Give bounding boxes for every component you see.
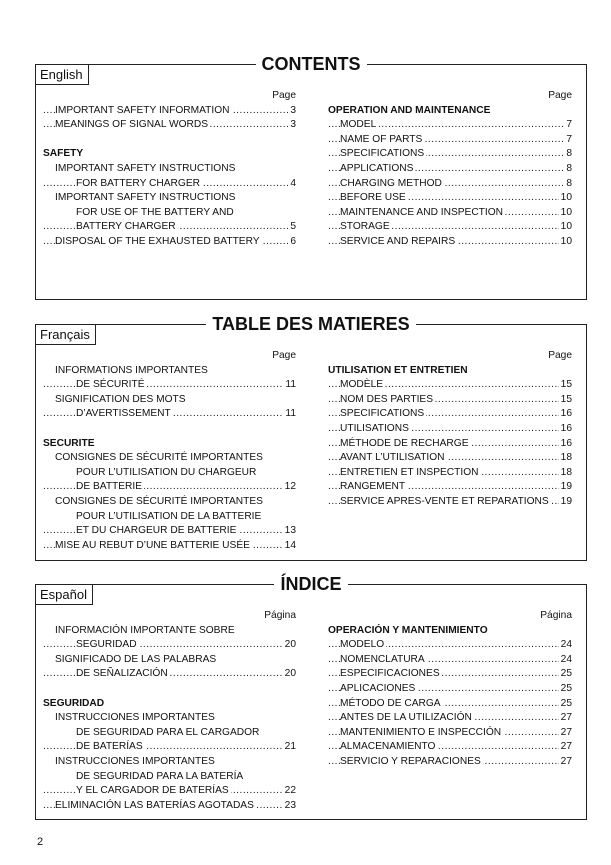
toc-entry [328, 726, 572, 741]
section-title: CONTENTS [256, 54, 367, 74]
toc-entry [328, 697, 572, 712]
toc-entry-title: APPLICATIONS [340, 162, 414, 174]
toc-entry [328, 682, 572, 697]
toc-entry [328, 711, 572, 726]
toc-entry-title: SAFETY [43, 148, 84, 160]
toc-entry [43, 755, 296, 770]
page-column-header: Page [272, 350, 296, 361]
language-label: Español [36, 585, 93, 605]
toc-entry [328, 220, 572, 235]
toc-entry [43, 147, 296, 162]
toc-entry-title: APLICACIONES [340, 682, 416, 694]
toc-entry-title: SPECIFICATIONS [340, 148, 425, 160]
toc-entry [43, 524, 296, 539]
toc-entry [328, 118, 572, 133]
toc-entry-title: ANTES DE LA UTILIZACIÓN [340, 712, 472, 724]
toc-entry-title: MÉTHODE DE RECHARGE [340, 437, 469, 449]
toc-entry-page: 18 [559, 451, 572, 466]
toc-entry-title: STORAGE [340, 221, 390, 233]
toc-entry-page: 15 [559, 378, 572, 393]
toc-entry-page: 25 [559, 667, 572, 682]
toc-entry-page: 3 [288, 104, 296, 119]
toc-entry-title: FOR USE OF THE BATTERY AND [76, 206, 234, 218]
toc-entry-page: 7 [564, 133, 572, 148]
toc-spacer [43, 133, 296, 148]
page-column-header: Page [272, 90, 296, 101]
contents-section-english [35, 54, 587, 300]
toc-entry-title: INFORMACIÓN IMPORTANTE SOBRE [55, 624, 235, 636]
toc-entry [328, 667, 572, 682]
toc-entry-title: MEANINGS OF SIGNAL WORDS [55, 119, 209, 131]
toc-left-column [43, 609, 296, 813]
toc-entry-title: OPERATION AND MAINTENANCE [328, 104, 491, 116]
toc-entry [43, 378, 296, 393]
toc-entry-page: 27 [559, 755, 572, 770]
toc-entry [43, 104, 296, 119]
section-heading [36, 574, 586, 595]
toc-entry [328, 364, 572, 379]
page-column-header: Página [264, 610, 296, 621]
toc-entry-page: 10 [559, 191, 572, 206]
toc-entry [328, 495, 572, 510]
toc-left-column [43, 89, 296, 250]
toc-entry [43, 726, 296, 741]
toc-entry-page: 25 [559, 682, 572, 697]
toc-entry [43, 784, 296, 799]
toc-entry-page: 12 [283, 480, 296, 495]
toc-entry [328, 378, 572, 393]
toc-entry [43, 466, 296, 481]
toc-entry-page: 20 [283, 667, 296, 682]
toc-entry-page: 24 [559, 638, 572, 653]
toc-entry [328, 177, 572, 192]
toc-entry-page: 25 [559, 697, 572, 712]
toc-entry [328, 480, 572, 495]
toc-entry [43, 711, 296, 726]
toc-entry-title: UTILISATIONS [340, 422, 409, 434]
toc-entry-title: ALMACENAMIENTO [340, 741, 436, 753]
toc-entry-title: SERVICE APRES-VENTE ET REPARATIONS [340, 495, 549, 507]
toc-entry-title: UTILISATION ET ENTRETIEN [328, 364, 468, 376]
toc-entry-page: 10 [559, 235, 572, 250]
section-heading [36, 54, 586, 75]
toc-entry-title: FOR BATTERY CHARGER [76, 177, 200, 189]
toc-entry-title: INSTRUCCIONES IMPORTANTES [55, 712, 215, 724]
toc-right-column [328, 609, 572, 770]
toc-entry-title: INFORMATIONS IMPORTANTES [55, 364, 208, 376]
page-column-header: Página [540, 610, 572, 621]
toc-entry-title: SERVICIO Y REPARACIONES [340, 755, 481, 767]
toc-entry [43, 770, 296, 785]
section-title: ÍNDICE [274, 574, 347, 594]
toc-entry [43, 393, 296, 408]
toc-entry [328, 407, 572, 422]
toc-entry-title: CONSIGNES DE SÉCURITÉ IMPORTANTES [55, 452, 263, 464]
toc-entry [43, 220, 296, 235]
toc-entry-title [43, 683, 45, 694]
toc-entry-page: 14 [283, 539, 296, 554]
toc-entry-page: 20 [283, 638, 296, 653]
toc-entry [43, 177, 296, 192]
toc-entry [328, 466, 572, 481]
toc-entry-page: 27 [559, 740, 572, 755]
toc-entry-page: 13 [283, 524, 296, 539]
contents-section-french [35, 314, 587, 561]
toc-entry-page: 19 [559, 480, 572, 495]
toc-entry-title [43, 134, 45, 145]
toc-entry-title: IMPORTANT SAFETY INSTRUCTIONS [55, 162, 236, 174]
toc-entry-page: 27 [559, 726, 572, 741]
toc-entry-title: ESPECIFICACIONES [340, 668, 440, 680]
toc-entry [43, 407, 296, 422]
page-column-header: Page [548, 90, 572, 101]
toc-entry-page: 18 [559, 466, 572, 481]
toc-entry-title: MODEL [340, 119, 377, 131]
toc-entry [43, 653, 296, 668]
toc-entry [328, 638, 572, 653]
toc-entry-title: MAINTENANCE AND INSPECTION [340, 206, 504, 218]
toc-left-column [43, 349, 296, 553]
toc-entry-page: 11 [283, 378, 296, 393]
toc-entry-title: MISE AU REBUT D’UNE BATTERIE USÉE [55, 539, 250, 551]
toc-entry [43, 740, 296, 755]
toc-entry [43, 206, 296, 221]
toc-entry-title: SIGNIFICADO DE LAS PALABRAS [55, 653, 217, 665]
toc-entry-page: 21 [283, 740, 296, 755]
toc-entry-title: SECURITE [43, 437, 95, 449]
toc-entry-page: 10 [559, 206, 572, 221]
page-number: 2 [37, 836, 44, 848]
toc-entry-title: ELIMINACIÓN LAS BATERÍAS AGOTADAS [55, 799, 254, 811]
toc-entry [43, 162, 296, 177]
toc-entry [328, 740, 572, 755]
toc-entry [328, 104, 572, 119]
toc-entry-title: ENTRETIEN ET INSPECTION [340, 466, 479, 478]
toc-entry-title: INSTRUCCIONES IMPORTANTES [55, 755, 215, 767]
toc-entry [43, 364, 296, 379]
toc-entry [328, 437, 572, 452]
toc-entry-title: SEGURIDAD [76, 639, 137, 651]
toc-entry-page: 27 [559, 711, 572, 726]
toc-entry-title: BATTERY CHARGER [76, 221, 176, 233]
toc-entry-title: SIGNIFICATION DES MOTS [55, 393, 186, 405]
toc-spacer [43, 682, 296, 697]
toc-entry-title: NAME OF PARTS [340, 133, 423, 145]
toc-entry [328, 624, 572, 639]
toc-entry-page: 19 [559, 495, 572, 510]
toc-entry-title: IMPORTANT SAFETY INSTRUCTIONS [55, 192, 236, 204]
toc-entry [43, 667, 296, 682]
toc-entry-page: 6 [288, 235, 296, 250]
section-heading [36, 314, 586, 335]
toc-entry [43, 638, 296, 653]
toc-entry-page: 8 [564, 177, 572, 192]
section-title: TABLE DES MATIERES [206, 314, 415, 334]
toc-entry-title: DE SEÑALIZACIÓN [76, 668, 168, 680]
toc-entry-title: IMPORTANT SAFETY INFORMATION [55, 104, 230, 116]
toc-entry-title: DE SEGURIDAD PARA LA BATERÍA [76, 770, 244, 782]
toc-entry-title: CONSIGNES DE SÉCURITÉ IMPORTANTES [55, 495, 263, 507]
toc-entry [43, 451, 296, 466]
toc-entry-title: POUR L’UTILISATION DE LA BATTERIE [76, 510, 262, 522]
toc-entry-title: MODÈLE [340, 379, 384, 391]
toc-entry [43, 118, 296, 133]
toc-entry-title: SPECIFICATIONS [340, 408, 425, 420]
toc-entry-page: 8 [564, 162, 572, 177]
toc-entry-page: 15 [559, 393, 572, 408]
toc-entry-title: AVANT L’UTILISATION [340, 452, 445, 464]
toc-entry-title: ET DU CHARGEUR DE BATTERIE [76, 525, 237, 537]
toc-entry-title: NOM DES PARTIES [340, 393, 434, 405]
toc-entry [43, 510, 296, 525]
toc-entry [328, 653, 572, 668]
toc-entry [328, 451, 572, 466]
toc-entry-title: DE BATTERIE [76, 481, 143, 493]
toc-entry [328, 162, 572, 177]
toc-entry-title: BEFORE USE [340, 192, 406, 204]
toc-entry [328, 206, 572, 221]
toc-right-column [328, 89, 572, 250]
toc-entry [328, 393, 572, 408]
toc-entry-title: SERVICE AND REPAIRS [340, 235, 456, 247]
toc-entry-page: 22 [283, 784, 296, 799]
toc-entry-page: 8 [564, 147, 572, 162]
toc-entry-title: CHARGING METHOD [340, 177, 442, 189]
toc-entry-title [43, 423, 45, 434]
toc-entry [43, 697, 296, 712]
toc-entry-title: MANTENIMIENTO E INSPECCIÓN [340, 726, 502, 738]
toc-entry [328, 755, 572, 770]
toc-entry-title: DISPOSAL OF THE EXHAUSTED BATTERY [55, 235, 260, 247]
toc-entry-page: 5 [288, 220, 296, 235]
toc-entry-title: DE SÉCURITÉ [76, 379, 145, 391]
toc-entry-page: 11 [283, 407, 296, 422]
toc-entry [43, 437, 296, 452]
toc-entry-title: MÉTODO DE CARGA [340, 697, 441, 709]
toc-entry-title: POUR L’UTILISATION DU CHARGEUR [76, 466, 257, 478]
toc-entry-title: MODELO [340, 639, 385, 651]
toc-entry [43, 235, 296, 250]
toc-entry [43, 539, 296, 554]
toc-entry [328, 133, 572, 148]
toc-entry-title: DE BATERÍAS [76, 741, 143, 753]
toc-entry [43, 495, 296, 510]
toc-entry-title: SEGURIDAD [43, 697, 105, 709]
toc-entry-page: 16 [559, 422, 572, 437]
toc-entry-title: NOMENCLATURA [340, 653, 425, 665]
toc-entry [328, 422, 572, 437]
toc-entry [43, 191, 296, 206]
toc-entry [43, 624, 296, 639]
toc-entry-page: 23 [283, 799, 296, 814]
language-label: English [36, 65, 89, 85]
toc-entry [43, 480, 296, 495]
toc-entry [328, 147, 572, 162]
page-column-header: Page [548, 350, 572, 361]
toc-entry-title: RANGEMENT [340, 481, 406, 493]
toc-right-column [328, 349, 572, 510]
toc-entry-title: OPERACIÓN Y MANTENIMIENTO [328, 624, 488, 636]
toc-entry-page: 16 [559, 407, 572, 422]
toc-entry-page: 10 [559, 220, 572, 235]
toc-entry-title: Y EL CARGADOR DE BATERÍAS [76, 785, 229, 797]
toc-entry [43, 799, 296, 814]
toc-entry-page: 7 [564, 118, 572, 133]
toc-entry-page: 24 [559, 653, 572, 668]
toc-spacer [43, 422, 296, 437]
toc-entry [328, 235, 572, 250]
toc-entry-page: 3 [288, 118, 296, 133]
language-label: Français [36, 325, 96, 345]
toc-entry-page: 4 [288, 177, 296, 192]
toc-entry-page: 16 [559, 437, 572, 452]
toc-entry-title: D’AVERTISSEMENT [76, 408, 171, 420]
contents-section-spanish [35, 574, 587, 820]
toc-entry [328, 191, 572, 206]
toc-entry-title: DE SEGURIDAD PARA EL CARGADOR [76, 726, 260, 738]
